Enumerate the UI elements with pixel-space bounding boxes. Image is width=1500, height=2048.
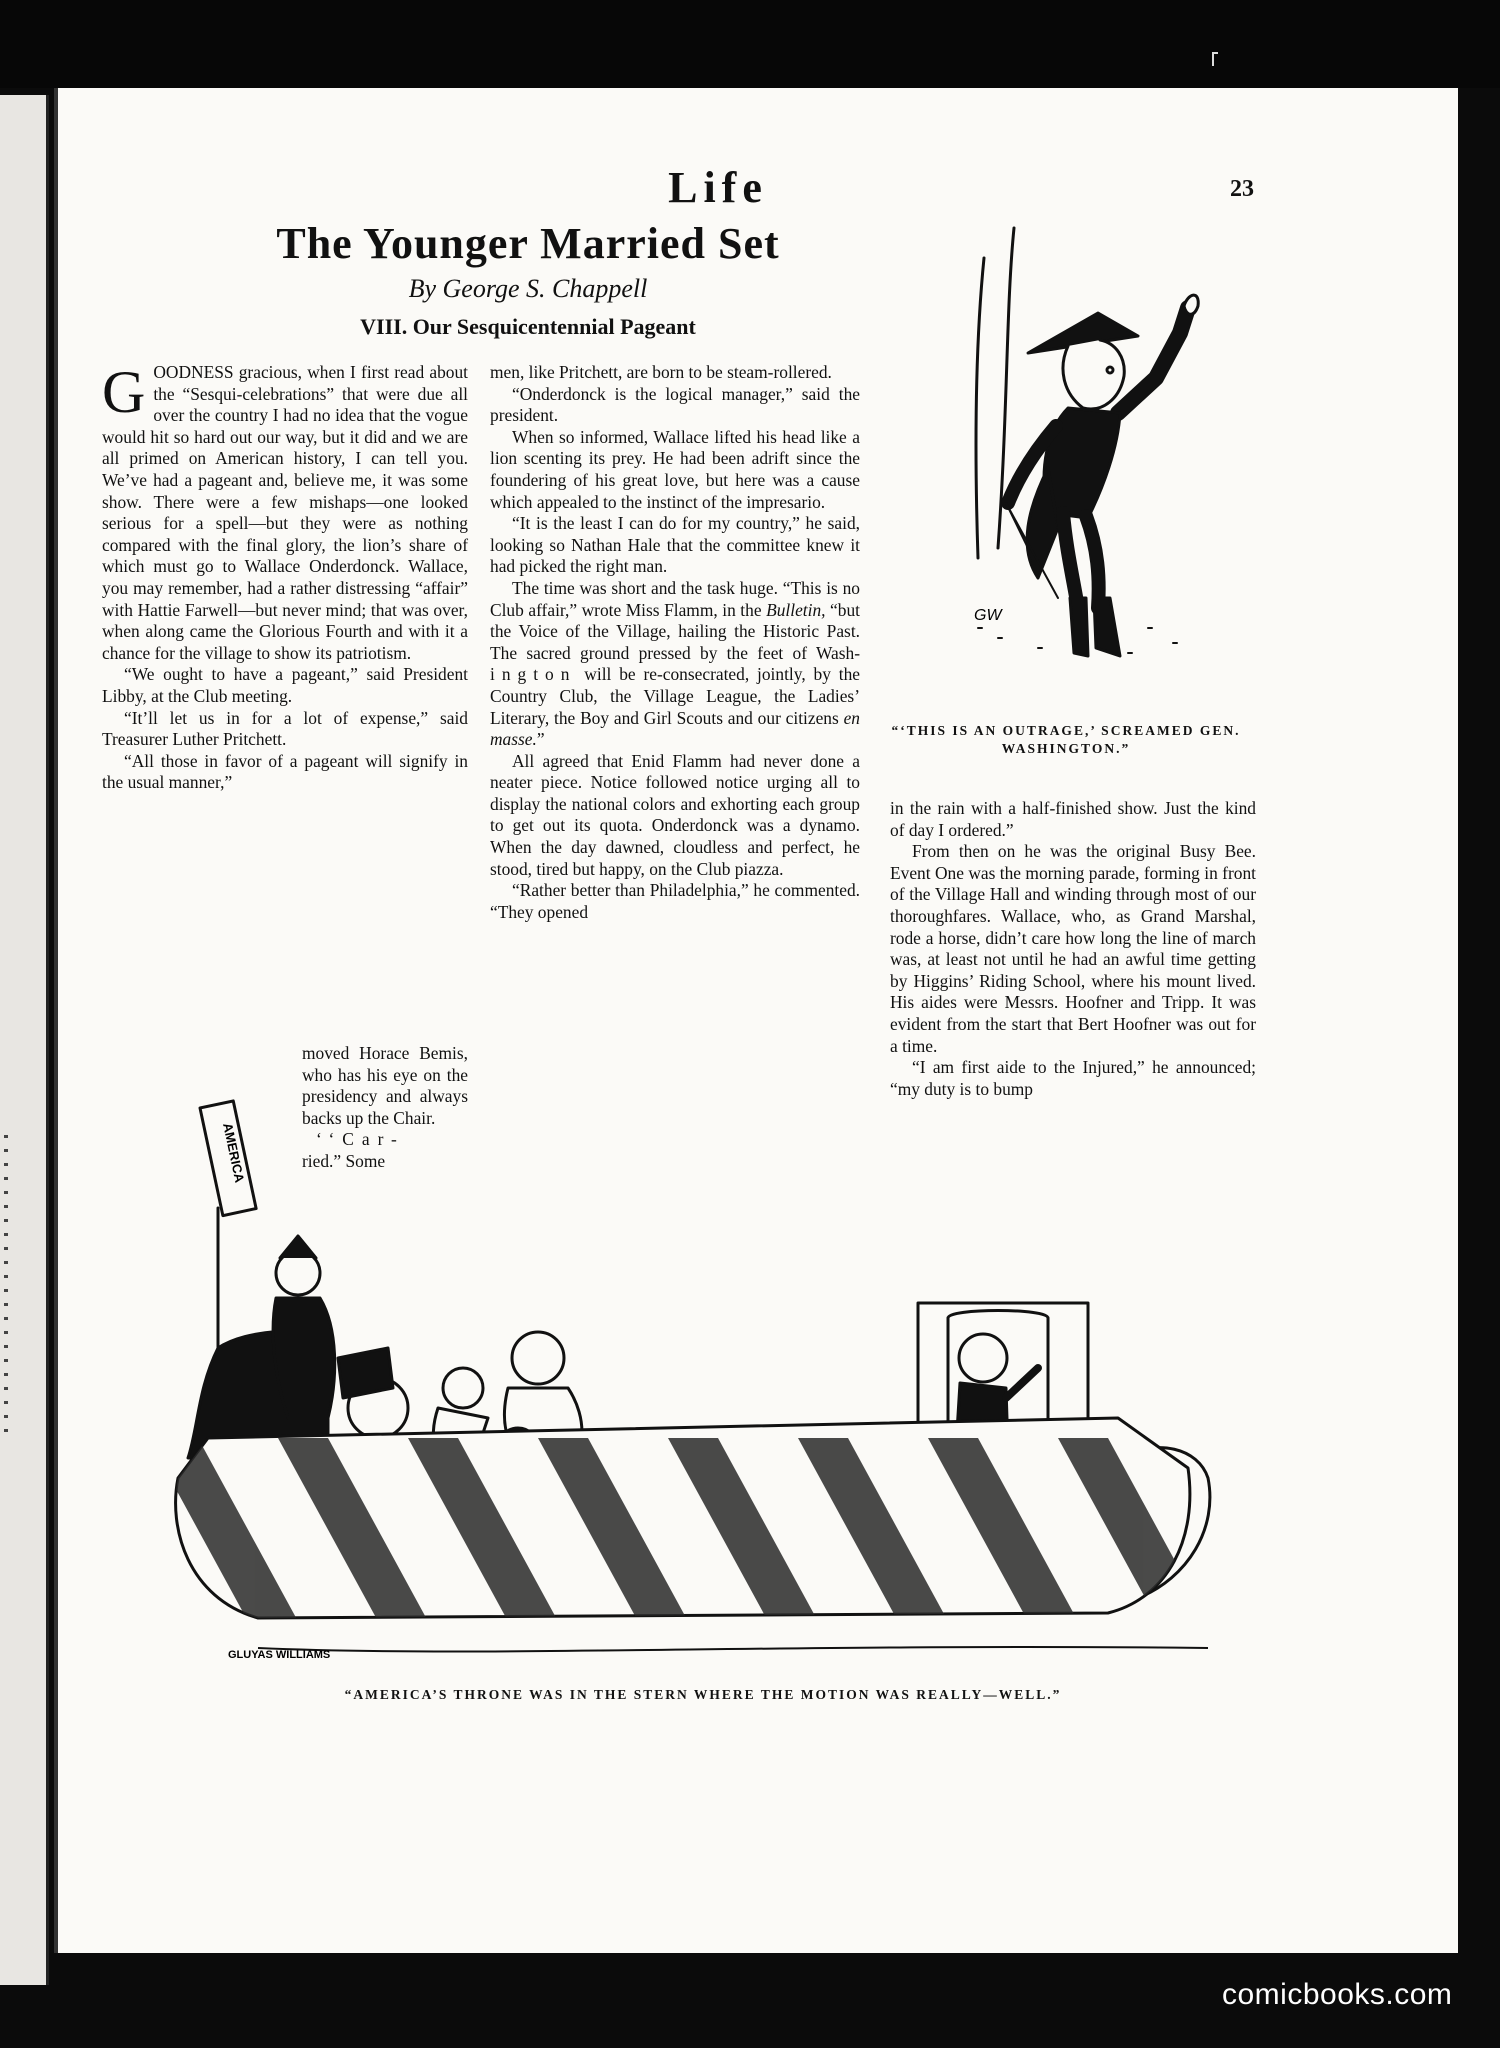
- masthead: Life: [668, 163, 768, 212]
- column1-narrow-text: moved Horace Bemis, who has his eye on the presidency and always backs up the Chair.: [302, 1043, 468, 1128]
- article-headline: The Younger Married Set: [276, 219, 780, 268]
- article-column-2: [490, 362, 860, 923]
- column2-paragraph-6: All agreed that Enid Flamm had never done a neater piece. Notice followed notice urging all to display the national colors and exhorting each group to get out its quota. Onderdonck was a dynamo. When the day dawned, cloudless and perfect, he stood, tired but happy, on the Club piazza.: [490, 750, 860, 879]
- facing-page-edge: [0, 95, 49, 1985]
- column3-paragraph-3: “I am first aide to the Injured,” he announced; “my duty is to bump: [890, 1057, 1256, 1099]
- column2-p5-c: will be re-consecrated, jointly, by the Country Club, the Village League, the Ladies’ Literary, the Boy and Girl Scouts and our citizens: [490, 664, 860, 728]
- column2-p5-d: ”: [536, 729, 545, 750]
- column2-paragraph-7: “Rather better than Philadelphia,” he commented. “They opened: [490, 880, 860, 922]
- article-column-3: [890, 798, 1256, 1100]
- float-sign-text: AMERICA: [220, 1121, 248, 1184]
- column2-paragraph-1: men, like Pritchett, are born to be steam-rollered.: [490, 362, 832, 382]
- pageant-float-illustration: [88, 1058, 1268, 1678]
- column3-paragraph-2: From then on he was the original Busy Bee. Event One was the morning parade, forming in front of the Village Hall and winding through most of our thoroughfares. Wallace, who, as Grand Marshal, rode a horse, didn’t care how long the line of march was, at least not until he had an awful time getting by Higgins’ Riding School, where his mount lived. His aides were Messrs. Hoofner and Tripp. It was evident from the start that Bert Hoofner was out for a time.: [890, 841, 1256, 1056]
- magazine-page: [58, 88, 1458, 1953]
- scan-top-border: [0, 0, 1500, 88]
- article-byline: By George S. Chappell: [408, 274, 648, 303]
- washington-cartoon-illustration: [888, 108, 1278, 708]
- watermark: comicbooks.com: [1222, 1978, 1453, 2011]
- column2-p5-spaced: ington: [490, 664, 577, 685]
- column1-paragraph-2: “We ought to have a pageant,” said President Libby, at the Club meeting.: [102, 664, 468, 706]
- throne-caption: “AMERICA’S THRONE WAS IN THE STERN WHERE THE MOTION WAS REALLY—WELL.”: [344, 1687, 1062, 1702]
- column2-p5-a: The time was short and the task huge. “This is no Club affair,” wrote Miss Flamm, in the: [490, 577, 860, 620]
- washington-signature: GW: [974, 607, 1002, 624]
- column1-carried-end: ried.” Some: [302, 1150, 386, 1171]
- column1-paragraph-4: “All those in favor of a pageant will signify in the usual manner,”: [102, 750, 468, 793]
- column2-paragraph-3: When so informed, Wallace lifted his head like a lion scenting its prey. He had been adrift since the foundering of his great love, but here was a cause which appealed to the instinct of the impresario.: [490, 426, 860, 512]
- column1-carried-start: ‘‘Car-: [316, 1129, 405, 1150]
- column2-p5-b: “but the Voice of the Village, hailing the Historic Past. The sacred ground pressed by the feet of Wash-: [490, 599, 860, 663]
- float-signature: GLUYAS WILLIAMS: [228, 1649, 331, 1661]
- column1-paragraph-3: “It’ll let us in for a lot of expense,” said Treasurer Luther Pritchett.: [102, 707, 468, 750]
- column2-paragraph-4: “It is the least I can do for my country,” he said, looking so Nathan Hale that the committee knew it had picked the right man.: [490, 513, 860, 577]
- scan-corner-mark: [1212, 52, 1214, 66]
- article-column-1: [102, 359, 468, 794]
- column3-paragraph-1: in the rain with a half-finished show. Just the kind of day I ordered.”: [890, 798, 1256, 840]
- bulletin-title: Bulletin,: [766, 599, 826, 620]
- drop-cap: G: [102, 359, 146, 425]
- column1-paragraph-1-text: OODNESS gracious, when I first read about the “Sesqui-celebrations” that were due all over the country I had no idea that the vogue would hit so hard out our way, but it did and we are all primed on American history, I can tell you. We’ve had a pageant and, believe me, it was some show. There were a few mishaps—one looked serious for a spell—but they were as nothing compared with the final glory, the lion’s share of which must go to Wallace Onderdonck. Wallace, you may remember, had a rather distressing “affair” with Hattie Farwell—but never mind; that was over, when along came the Glorious Fourth and with it a chance for the village to show its patriotism.: [102, 362, 468, 663]
- column2-paragraph-5: [490, 578, 860, 751]
- en-masse: en masse.: [490, 707, 860, 750]
- column1-paragraph-1: [102, 359, 468, 664]
- column2-paragraph-2: “Onderdonck is the logical manager,” said the president.: [490, 383, 860, 426]
- article-subhead: VIII. Our Sesquicentennial Pageant: [360, 314, 696, 339]
- washington-caption: “‘THIS IS AN OUTRAGE,’ SCREAMED GEN. WASHINGTON.”: [891, 723, 1241, 756]
- page-number: 23: [1230, 176, 1254, 202]
